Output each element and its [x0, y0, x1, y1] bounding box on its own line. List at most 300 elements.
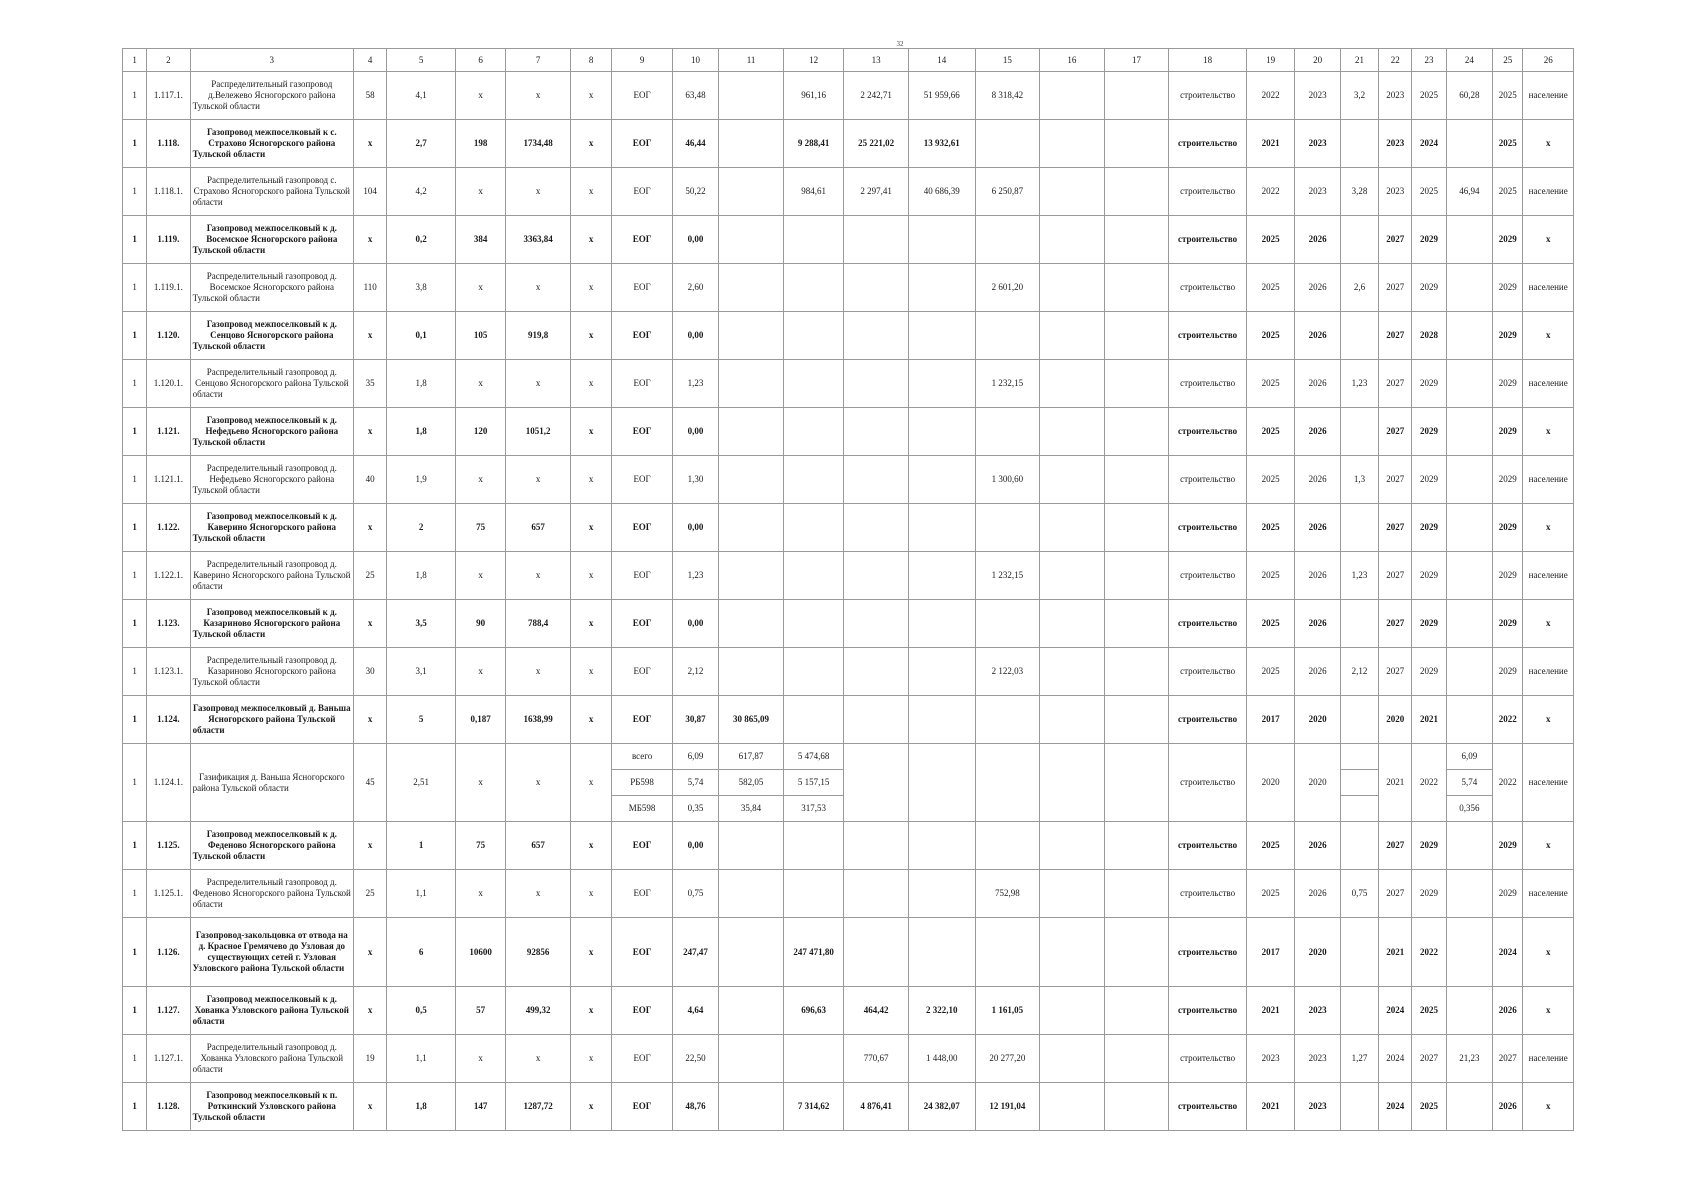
cell-col-3: Газопровод межпоселковый к д. Хованка Узловского района Тульской области [190, 987, 353, 1035]
cell-col-8: х [570, 504, 611, 552]
cell-col-2: 1.119. [147, 216, 190, 264]
cell-col-8: х [570, 600, 611, 648]
cell-col-12: 696,63 [783, 987, 844, 1035]
cell-col-24: 46,94 [1446, 168, 1492, 216]
cell-col-2: 1.124.1. [147, 744, 190, 822]
cell-col-6: 75 [455, 504, 505, 552]
cell-col-2: 1.123. [147, 600, 190, 648]
cell-col-10: 0,00 [672, 312, 718, 360]
cell-col-16 [1040, 744, 1105, 822]
cell-col-9: ЕОГ [612, 408, 673, 456]
cell-col-12 [783, 600, 844, 648]
cell-col-8: х [570, 822, 611, 870]
cell-col-19: 2025 [1246, 456, 1294, 504]
cell-col-20: 2020 [1295, 696, 1340, 744]
cell-col-19: 2025 [1246, 216, 1294, 264]
cell-col-23: 2022 [1412, 918, 1446, 987]
cell-col-1: 1 [123, 312, 147, 360]
cell-col-14 [908, 552, 975, 600]
cell-col-6: 384 [455, 216, 505, 264]
cell-col-9: ЕОГ [612, 987, 673, 1035]
cell-col-11: 35,84 [719, 796, 784, 822]
cell-col-23: 2024 [1412, 120, 1446, 168]
cell-col-20: 2023 [1295, 72, 1340, 120]
cell-col-7: х [506, 1035, 571, 1083]
cell-col-13 [844, 744, 909, 822]
cell-col-8: х [570, 120, 611, 168]
cell-col-22: 2027 [1379, 264, 1412, 312]
cell-col-18: строительство [1169, 648, 1247, 696]
cell-col-15: 12 191,04 [975, 1083, 1040, 1131]
cell-col-8: х [570, 870, 611, 918]
cell-col-12: 961,16 [783, 72, 844, 120]
cell-col-11 [719, 987, 784, 1035]
table-row [123, 360, 1574, 408]
cell-col-7: х [506, 72, 571, 120]
cell-col-8: х [570, 168, 611, 216]
cell-col-21 [1340, 120, 1378, 168]
cell-col-5: 3,5 [387, 600, 456, 648]
cell-col-21 [1340, 987, 1378, 1035]
cell-col-20: 2026 [1295, 552, 1340, 600]
cell-col-8: х [570, 72, 611, 120]
cell-col-12 [783, 552, 844, 600]
cell-col-23: 2029 [1412, 648, 1446, 696]
cell-col-12: 5 474,68 [783, 744, 844, 770]
cell-col-9: ЕОГ [612, 456, 673, 504]
cell-col-22: 2027 [1379, 504, 1412, 552]
cell-col-4: х [354, 696, 387, 744]
cell-col-21: 1,3 [1340, 456, 1378, 504]
column-header-15: 15 [975, 49, 1040, 72]
cell-col-24: 6,09 [1446, 744, 1492, 770]
cell-col-14 [908, 648, 975, 696]
cell-col-17 [1104, 312, 1169, 360]
cell-col-5: 2,7 [387, 120, 456, 168]
cell-col-1: 1 [123, 822, 147, 870]
cell-col-1: 1 [123, 168, 147, 216]
cell-col-10: 5,74 [672, 770, 718, 796]
cell-col-4: 25 [354, 870, 387, 918]
cell-col-20: 2023 [1295, 987, 1340, 1035]
cell-col-1: 1 [123, 918, 147, 987]
cell-col-15: 1 161,05 [975, 987, 1040, 1035]
cell-col-10: 50,22 [672, 168, 718, 216]
cell-col-24 [1446, 360, 1492, 408]
cell-col-4: х [354, 987, 387, 1035]
cell-col-26: х [1523, 918, 1574, 987]
column-header-16: 16 [1040, 49, 1105, 72]
cell-col-11 [719, 552, 784, 600]
cell-col-5: 3,1 [387, 648, 456, 696]
cell-col-2: 1.123.1. [147, 648, 190, 696]
cell-col-22: 2023 [1379, 168, 1412, 216]
table-row [123, 648, 1574, 696]
cell-col-17 [1104, 216, 1169, 264]
cell-col-21 [1340, 822, 1378, 870]
cell-col-11 [719, 504, 784, 552]
cell-col-14 [908, 870, 975, 918]
cell-col-7: х [506, 360, 571, 408]
cell-col-4: 110 [354, 264, 387, 312]
cell-col-21 [1340, 1083, 1378, 1131]
cell-col-12 [783, 870, 844, 918]
cell-col-3: Распределительный газопровод д. Сенцово Ясногорского района Тульской области [190, 360, 353, 408]
cell-col-2: 1.120. [147, 312, 190, 360]
header-row [123, 49, 1574, 72]
cell-col-26: х [1523, 216, 1574, 264]
cell-col-11: 617,87 [719, 744, 784, 770]
cell-col-20: 2026 [1295, 312, 1340, 360]
cell-col-22: 2027 [1379, 870, 1412, 918]
column-header-20: 20 [1295, 49, 1340, 72]
cell-col-5: 2 [387, 504, 456, 552]
table-row [123, 312, 1574, 360]
cell-col-7: 92856 [506, 918, 571, 987]
cell-col-12: 984,61 [783, 168, 844, 216]
cell-col-25: 2024 [1493, 918, 1523, 987]
cell-col-8: х [570, 696, 611, 744]
cell-col-17 [1104, 120, 1169, 168]
cell-col-2: 1.120.1. [147, 360, 190, 408]
cell-col-18: строительство [1169, 456, 1247, 504]
cell-col-5: 0,2 [387, 216, 456, 264]
cell-col-9: ЕОГ [612, 1035, 673, 1083]
cell-col-6: 75 [455, 822, 505, 870]
cell-col-11 [719, 360, 784, 408]
cell-col-26: х [1523, 696, 1574, 744]
cell-col-19: 2017 [1246, 918, 1294, 987]
cell-col-24 [1446, 456, 1492, 504]
cell-col-17 [1104, 987, 1169, 1035]
cell-col-11 [719, 408, 784, 456]
cell-col-9: ЕОГ [612, 504, 673, 552]
table-row [123, 822, 1574, 870]
cell-col-1: 1 [123, 552, 147, 600]
cell-col-20: 2026 [1295, 648, 1340, 696]
cell-col-2: 1.118. [147, 120, 190, 168]
cell-col-23: 2021 [1412, 696, 1446, 744]
column-header-22: 22 [1379, 49, 1412, 72]
cell-col-22: 2027 [1379, 360, 1412, 408]
cell-col-16 [1040, 552, 1105, 600]
cell-col-24 [1446, 918, 1492, 987]
cell-col-21: 1,23 [1340, 360, 1378, 408]
cell-col-9: ЕОГ [612, 648, 673, 696]
table-row [123, 870, 1574, 918]
cell-col-3: Распределительный газопровод д. Казариново Ясногорского района Тульской области [190, 648, 353, 696]
cell-col-24 [1446, 696, 1492, 744]
cell-col-1: 1 [123, 408, 147, 456]
column-header-23: 23 [1412, 49, 1446, 72]
cell-col-25: 2025 [1493, 120, 1523, 168]
column-header-6: 6 [455, 49, 505, 72]
table-row [123, 987, 1574, 1035]
cell-col-6: х [455, 72, 505, 120]
cell-col-23: 2025 [1412, 168, 1446, 216]
cell-col-25: 2029 [1493, 216, 1523, 264]
cell-col-5: 0,5 [387, 987, 456, 1035]
column-header-24: 24 [1446, 49, 1492, 72]
cell-col-2: 1.127. [147, 987, 190, 1035]
cell-col-4: 104 [354, 168, 387, 216]
cell-col-10: 2,60 [672, 264, 718, 312]
cell-col-16 [1040, 312, 1105, 360]
cell-col-12: 247 471,80 [783, 918, 844, 987]
cell-col-8: х [570, 918, 611, 987]
cell-col-15: 1 232,15 [975, 360, 1040, 408]
table-row [123, 408, 1574, 456]
table-row [123, 456, 1574, 504]
cell-col-1: 1 [123, 360, 147, 408]
cell-col-17 [1104, 600, 1169, 648]
cell-col-23: 2029 [1412, 552, 1446, 600]
cell-col-18: строительство [1169, 696, 1247, 744]
cell-col-13 [844, 648, 909, 696]
cell-col-4: х [354, 822, 387, 870]
cell-col-17 [1104, 1035, 1169, 1083]
cell-col-7: х [506, 168, 571, 216]
cell-col-14 [908, 264, 975, 312]
cell-col-18: строительство [1169, 918, 1247, 987]
cell-col-9: ЕОГ [612, 120, 673, 168]
cell-col-9: ЕОГ [612, 552, 673, 600]
cell-col-16 [1040, 360, 1105, 408]
cell-col-16 [1040, 600, 1105, 648]
cell-col-18: строительство [1169, 870, 1247, 918]
cell-col-22: 2023 [1379, 120, 1412, 168]
cell-col-1: 1 [123, 1035, 147, 1083]
cell-col-9: ЕОГ [612, 264, 673, 312]
cell-col-5: 6 [387, 918, 456, 987]
cell-col-13 [844, 456, 909, 504]
cell-col-14 [908, 822, 975, 870]
cell-col-16 [1040, 264, 1105, 312]
column-header-4: 4 [354, 49, 387, 72]
cell-col-3: Распределительный газопровод д.Вележево Ясногорского района Тульской области [190, 72, 353, 120]
cell-col-5: 2,51 [387, 744, 456, 822]
cell-col-20: 2023 [1295, 1083, 1340, 1131]
cell-col-15 [975, 822, 1040, 870]
cell-col-17 [1104, 264, 1169, 312]
cell-col-5: 5 [387, 696, 456, 744]
cell-col-24 [1446, 264, 1492, 312]
cell-col-25: 2029 [1493, 870, 1523, 918]
cell-col-3: Газопровод межпоселковый д. Ваньша Ясногорского района Тульской области [190, 696, 353, 744]
cell-col-1: 1 [123, 870, 147, 918]
cell-col-13: 25 221,02 [844, 120, 909, 168]
column-header-5: 5 [387, 49, 456, 72]
cell-col-18: строительство [1169, 600, 1247, 648]
cell-col-12: 9 288,41 [783, 120, 844, 168]
cell-col-26: население [1523, 168, 1574, 216]
cell-col-11: 30 865,09 [719, 696, 784, 744]
cell-col-4: 58 [354, 72, 387, 120]
cell-col-17 [1104, 822, 1169, 870]
cell-col-19: 2022 [1246, 168, 1294, 216]
cell-col-26: население [1523, 744, 1574, 822]
cell-col-25: 2029 [1493, 360, 1523, 408]
cell-col-19: 2021 [1246, 1083, 1294, 1131]
cell-col-16 [1040, 648, 1105, 696]
column-header-26: 26 [1523, 49, 1574, 72]
cell-col-7: 1051,2 [506, 408, 571, 456]
cell-col-9: ЕОГ [612, 312, 673, 360]
cell-col-12 [783, 822, 844, 870]
cell-col-24 [1446, 648, 1492, 696]
cell-col-16 [1040, 456, 1105, 504]
table-row-split [123, 744, 1574, 770]
cell-col-10: 2,12 [672, 648, 718, 696]
cell-col-7: 3363,84 [506, 216, 571, 264]
cell-col-8: х [570, 408, 611, 456]
cell-col-7: 919,8 [506, 312, 571, 360]
cell-col-12: 7 314,62 [783, 1083, 844, 1131]
cell-col-14: 1 448,00 [908, 1035, 975, 1083]
cell-col-8: х [570, 216, 611, 264]
cell-col-9: ЕОГ [612, 696, 673, 744]
cell-col-22: 2027 [1379, 456, 1412, 504]
cell-col-2: 1.121. [147, 408, 190, 456]
cell-col-24 [1446, 552, 1492, 600]
cell-col-19: 2021 [1246, 987, 1294, 1035]
cell-col-25: 2022 [1493, 696, 1523, 744]
cell-col-2: 1.117.1. [147, 72, 190, 120]
cell-col-5: 1,8 [387, 408, 456, 456]
cell-col-14 [908, 360, 975, 408]
cell-col-21: 0,75 [1340, 870, 1378, 918]
cell-col-3: Распределительный газопровод д. Нефедьево Ясногорского района Тульской области [190, 456, 353, 504]
cell-col-10: 0,00 [672, 216, 718, 264]
cell-col-26: х [1523, 987, 1574, 1035]
cell-col-16 [1040, 870, 1105, 918]
cell-col-26: население [1523, 360, 1574, 408]
cell-col-23: 2029 [1412, 360, 1446, 408]
cell-col-3: Газопровод межпоселковый к с. Страхово Ясногорского района Тульской области [190, 120, 353, 168]
cell-col-18: строительство [1169, 72, 1247, 120]
cell-col-23: 2028 [1412, 312, 1446, 360]
cell-col-23: 2022 [1412, 744, 1446, 822]
column-header-10: 10 [672, 49, 718, 72]
cell-col-4: 35 [354, 360, 387, 408]
cell-col-17 [1104, 744, 1169, 822]
cell-col-10: 0,75 [672, 870, 718, 918]
cell-col-5: 1,1 [387, 1035, 456, 1083]
cell-col-21 [1340, 216, 1378, 264]
cell-col-10: 30,87 [672, 696, 718, 744]
cell-col-26: население [1523, 1035, 1574, 1083]
cell-col-26: население [1523, 72, 1574, 120]
cell-col-3: Распределительный газопровод д. Феденово Ясногорского района Тульской области [190, 870, 353, 918]
cell-col-5: 1,8 [387, 360, 456, 408]
cell-col-11 [719, 72, 784, 120]
cell-col-26: население [1523, 264, 1574, 312]
cell-col-21: 2,12 [1340, 648, 1378, 696]
cell-col-10: 22,50 [672, 1035, 718, 1083]
cell-col-8: х [570, 264, 611, 312]
cell-col-24 [1446, 600, 1492, 648]
cell-col-18: строительство [1169, 552, 1247, 600]
cell-col-24 [1446, 822, 1492, 870]
cell-col-14 [908, 216, 975, 264]
cell-col-23: 2029 [1412, 264, 1446, 312]
cell-col-23: 2029 [1412, 408, 1446, 456]
cell-col-12 [783, 504, 844, 552]
cell-col-25: 2029 [1493, 822, 1523, 870]
cell-col-26: х [1523, 408, 1574, 456]
cell-col-4: х [354, 600, 387, 648]
cell-col-2: 1.127.1. [147, 1035, 190, 1083]
cell-col-21 [1340, 770, 1378, 796]
cell-col-3: Газификация д. Ваньша Ясногорского района Тульской области [190, 744, 353, 822]
cell-col-15: 8 318,42 [975, 72, 1040, 120]
cell-col-5: 3,8 [387, 264, 456, 312]
cell-col-2: 1.124. [147, 696, 190, 744]
cell-col-21: 3,28 [1340, 168, 1378, 216]
cell-col-7: 1287,72 [506, 1083, 571, 1131]
cell-col-15: 752,98 [975, 870, 1040, 918]
cell-col-7: 657 [506, 504, 571, 552]
cell-col-16 [1040, 1083, 1105, 1131]
cell-col-12 [783, 312, 844, 360]
cell-col-10: 0,00 [672, 600, 718, 648]
cell-col-19: 2025 [1246, 504, 1294, 552]
cell-col-19: 2021 [1246, 120, 1294, 168]
cell-col-20: 2026 [1295, 870, 1340, 918]
cell-col-25: 2026 [1493, 987, 1523, 1035]
cell-col-21 [1340, 408, 1378, 456]
cell-col-26: х [1523, 1083, 1574, 1131]
cell-col-15 [975, 312, 1040, 360]
cell-col-5: 4,1 [387, 72, 456, 120]
cell-col-11 [719, 120, 784, 168]
cell-col-3: Газопровод межпоселковый к д. Каверино Ясногорского района Тульской области [190, 504, 353, 552]
cell-col-19: 2025 [1246, 870, 1294, 918]
cell-col-13 [844, 552, 909, 600]
cell-col-19: 2025 [1246, 312, 1294, 360]
cell-col-13 [844, 408, 909, 456]
cell-col-7: 1638,99 [506, 696, 571, 744]
cell-col-23: 2027 [1412, 1035, 1446, 1083]
cell-col-21: 1,23 [1340, 552, 1378, 600]
cell-col-16 [1040, 1035, 1105, 1083]
gas-projects-table [122, 48, 1574, 1131]
cell-col-5: 4,2 [387, 168, 456, 216]
cell-col-9: ЕОГ [612, 1083, 673, 1131]
cell-col-17 [1104, 1083, 1169, 1131]
cell-col-14 [908, 504, 975, 552]
cell-col-14: 24 382,07 [908, 1083, 975, 1131]
cell-col-12 [783, 1035, 844, 1083]
cell-col-10: 247,47 [672, 918, 718, 987]
cell-col-26: население [1523, 648, 1574, 696]
cell-col-11 [719, 312, 784, 360]
cell-col-12 [783, 360, 844, 408]
cell-col-15: 6 250,87 [975, 168, 1040, 216]
table-row [123, 504, 1574, 552]
cell-col-9: МБ598 [612, 796, 673, 822]
cell-col-6: х [455, 360, 505, 408]
cell-col-22: 2021 [1379, 744, 1412, 822]
cell-col-10: 4,64 [672, 987, 718, 1035]
cell-col-22: 2024 [1379, 987, 1412, 1035]
cell-col-24: 5,74 [1446, 770, 1492, 796]
cell-col-16 [1040, 120, 1105, 168]
cell-col-10: 0,00 [672, 504, 718, 552]
cell-col-25: 2029 [1493, 552, 1523, 600]
column-header-14: 14 [908, 49, 975, 72]
cell-col-23: 2029 [1412, 822, 1446, 870]
